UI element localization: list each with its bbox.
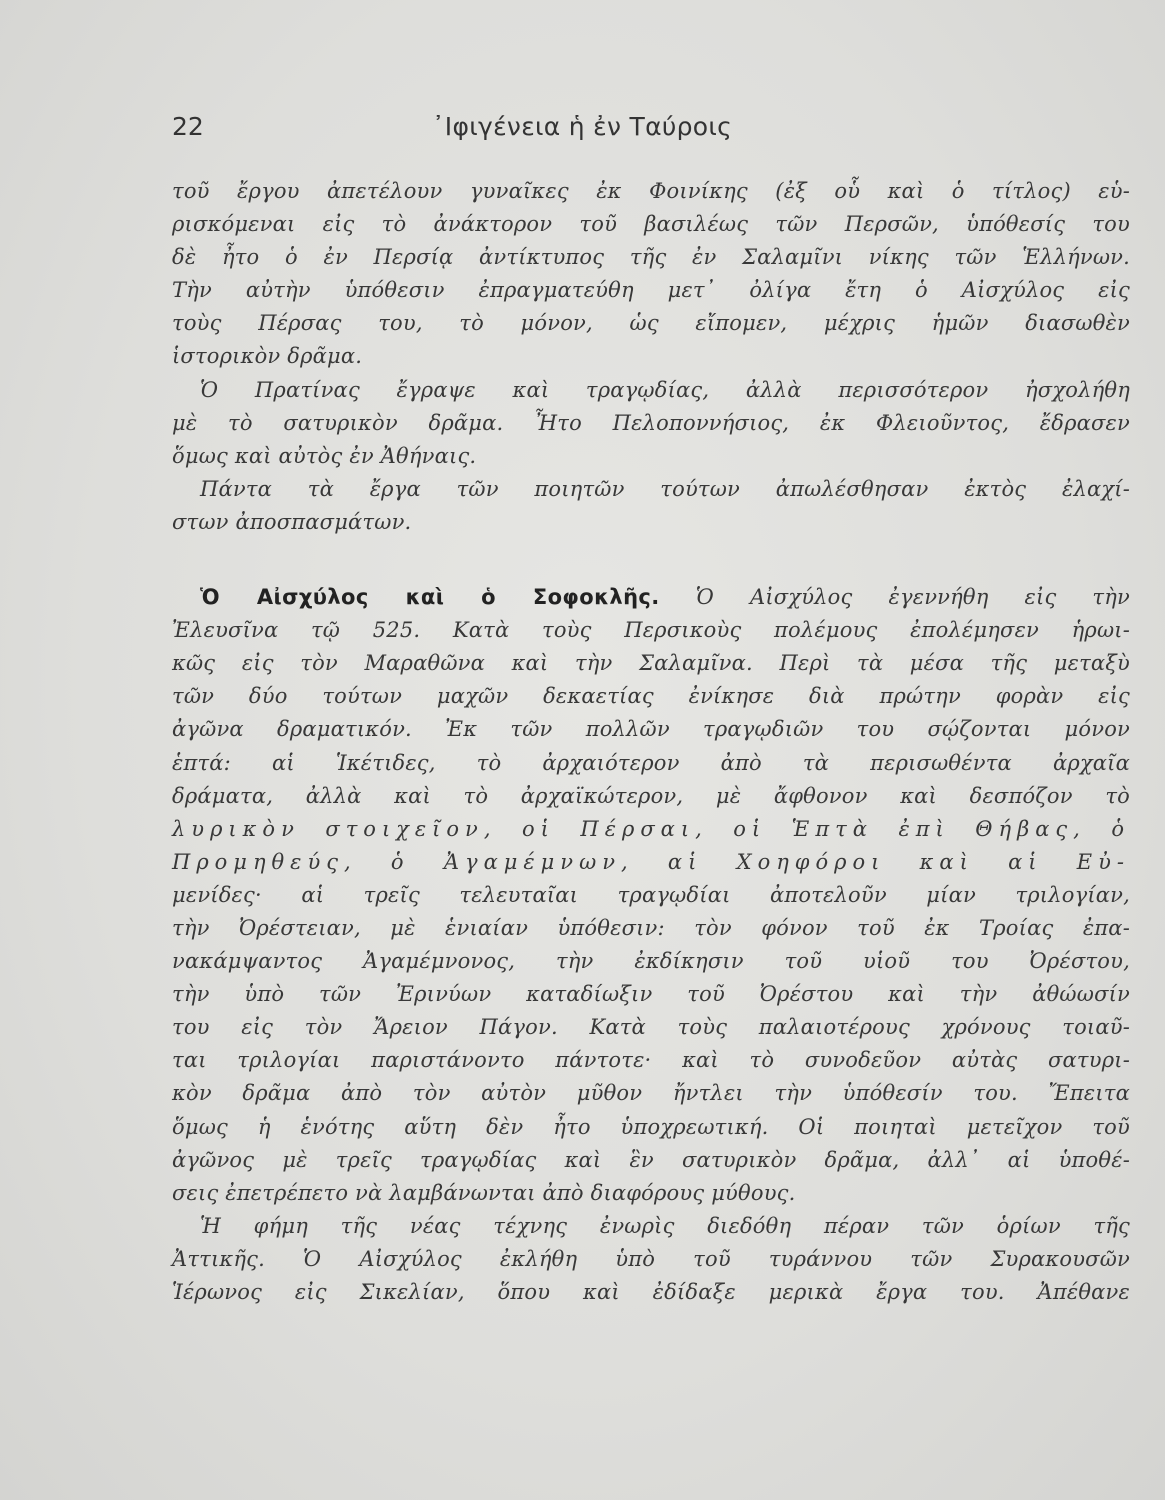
section-gap [172,539,1130,581]
section-first-line-text: Ὁ Αἰσχύλος ἐγεννήθη εἰς τὴν [695,585,1130,610]
text-line: δὲ ἦτο ὁ ἐν Περσίᾳ ἀντίκτυπος τῆς ἐν Σαλαμῖνι νίκης τῶν Ἑλλήνων. [172,245,1130,270]
text-line: ται τριλογίαι παριστάνοντο πάντοτε· καὶ τὸ συνοδεῦον αὐτὰς σατυρι- [172,1048,1130,1073]
text-line: τοῦ ἔργου ἀπετέλουν γυναῖκες ἐκ Φοινίκης (ἐξ οὗ καὶ ὁ τίτλος) εὑ- [172,179,1130,203]
text-line: ἑπτά: αἱ Ἱκέτιδες, τὸ ἀρχαιότερον ἀπὸ τὰ περισωθέντα ἀρχαῖα [172,750,1130,775]
running-title: ᾿Ιφιγένεια ἡ ἐν Ταύροις [432,112,733,141]
section-first-line [172,581,1130,614]
text-line: Προμηθεύς, ὁ Ἀγαμέμνων, αἱ Χοηφόροι καὶ αἱ Εὐ- [172,849,1130,874]
paragraph [172,473,1130,539]
text-line: ἀγῶνος μὲ τρεῖς τραγῳδίας καὶ ἓν σατυρικὸν δρᾶμα, ἀλλ᾿ αἱ ὑποθέ- [172,1147,1130,1172]
text-line: κῶς εἰς τὸν Μαραθῶνα καὶ τὴν Σαλαμῖνα. Περὶ τὰ μέσα τῆς μεταξὺ [172,651,1130,676]
text-line: ὅμως καὶ αὐτὸς ἐν Ἀθήναις. [172,443,477,468]
text-line: ἱστορικὸν δρᾶμα. [172,344,363,369]
text-line: Ἐλευσῖνα τῷ 525. Κατὰ τοὺς Περσικοὺς πολέμους ἐπολέμησεν ἡρωι- [172,618,1130,643]
text-line: Τὴν αὐτὴν ὑπόθεσιν ἐπραγματεύθη μετ᾿ ὀλίγα ἔτη ὁ Αἰσχύλος εἰς [172,278,1130,303]
paragraph [172,374,1130,473]
text-line: μενίδες· αἱ τρεῖς τελευταῖαι τραγῳδίαι ἀποτελοῦν μίαν τριλογίαν, [172,882,1130,907]
text-line: νακάμψαντος Ἀγαμέμνονος, τὴν ἐκδίκησιν τοῦ υἱοῦ του Ὀρέστου, [172,949,1130,974]
text-line: ἀγῶνα δραματικόν. Ἐκ τῶν πολλῶν τραγῳδιῶν του σῴζονται μόνον [172,717,1130,742]
text-line: Ἀττικῆς. Ὁ Αἰσχύλος ἐκλήθη ὑπὸ τοῦ τυράννου τῶν Συρακουσῶν [172,1246,1130,1271]
section [172,581,1130,1210]
text-line: κὸν δρᾶμα ἀπὸ τὸν αὐτὸν μῦθον ἤντλει τὴν ὑπόθεσίν του. Ἔπειτα [172,1081,1130,1106]
text-line: τὴν ὑπὸ τῶν Ἐρινύων καταδίωξιν τοῦ Ὀρέστου καὶ τὴν ἀθώωσίν [172,982,1130,1007]
text-line: Ἡ φήμη τῆς νέας τέχνης ἐνωρὶς διεδόθη πέραν τῶν ὁρίων τῆς [200,1213,1130,1238]
text-line: ρισκόμεναι εἰς τὸ ἀνάκτορον τοῦ βασιλέως τῶν Περσῶν, ὑπόθεσίς του [172,212,1130,237]
text-line: τὴν Ὀρέστειαν, μὲ ἑνιαίαν ὑπόθεσιν: τὸν φόνον τοῦ ἐκ Τροίας ἐπα- [172,915,1130,940]
text-line: λυρικὸν στοιχεῖον, οἱ Πέρσαι, οἱ Ἑπτὰ ἐπὶ Θήβας, ὁ [172,816,1130,841]
text-line: σεις ἐπετρέπετο νὰ λαμβάνωνται ἀπὸ διαφόρους μύθους. [172,1180,796,1205]
text-line: Ὁ Πρατίνας ἔγραψε καὶ τραγῳδίας, ἀλλὰ περισσότερον ἠσχολήθη [200,377,1130,402]
text-line: μὲ τὸ σατυρικὸν δρᾶμα. Ἦτο Πελοποννήσιος, ἐκ Φλειοῦντος, ἔδρασεν [172,410,1130,435]
text-line: στων ἀποσπασμάτων. [172,509,412,534]
page-number: 22 [172,112,204,141]
text-line: Πάντα τὰ ἔργα τῶν ποιητῶν τούτων ἀπωλέσθησαν ἐκτὸς ἐλαχί- [200,476,1130,501]
page-header [172,112,1132,152]
page-body [172,175,1130,1309]
text-line: δράματα, ἀλλὰ καὶ τὸ ἀρχαϊκώτερον, μὲ ἄφθονον καὶ δεσπόζον τὸ [172,783,1130,808]
text-line: του εἰς τὸν Ἄρειον Πάγον. Κατὰ τοὺς παλαιοτέρους χρόνους τοιαῦ- [172,1015,1130,1040]
paragraph [172,1210,1130,1309]
text-line: τῶν δύο τούτων μαχῶν δεκαετίας ἐνίκησε διὰ πρώτην φορὰν εἰς [172,684,1130,709]
text-line: Ἱέρωνος εἰς Σικελίαν, ὅπου καὶ ἐδίδαξε μερικὰ ἔργα του. Ἀπέθανε [172,1280,1130,1304]
text-line: τοὺς Πέρσας του, τὸ μόνον, ὡς εἴπομεν, μέχρις ἡμῶν διασωθὲν [172,311,1130,336]
section-heading: Ὁ Αἰσχύλος καὶ ὁ Σοφοκλῆς. [200,585,660,610]
text-line: ὅμως ἡ ἑνότης αὕτη δὲν ἦτο ὑποχρεωτική. Οἱ ποιηταὶ μετεῖχον τοῦ [172,1114,1130,1139]
paragraph [172,175,1130,374]
